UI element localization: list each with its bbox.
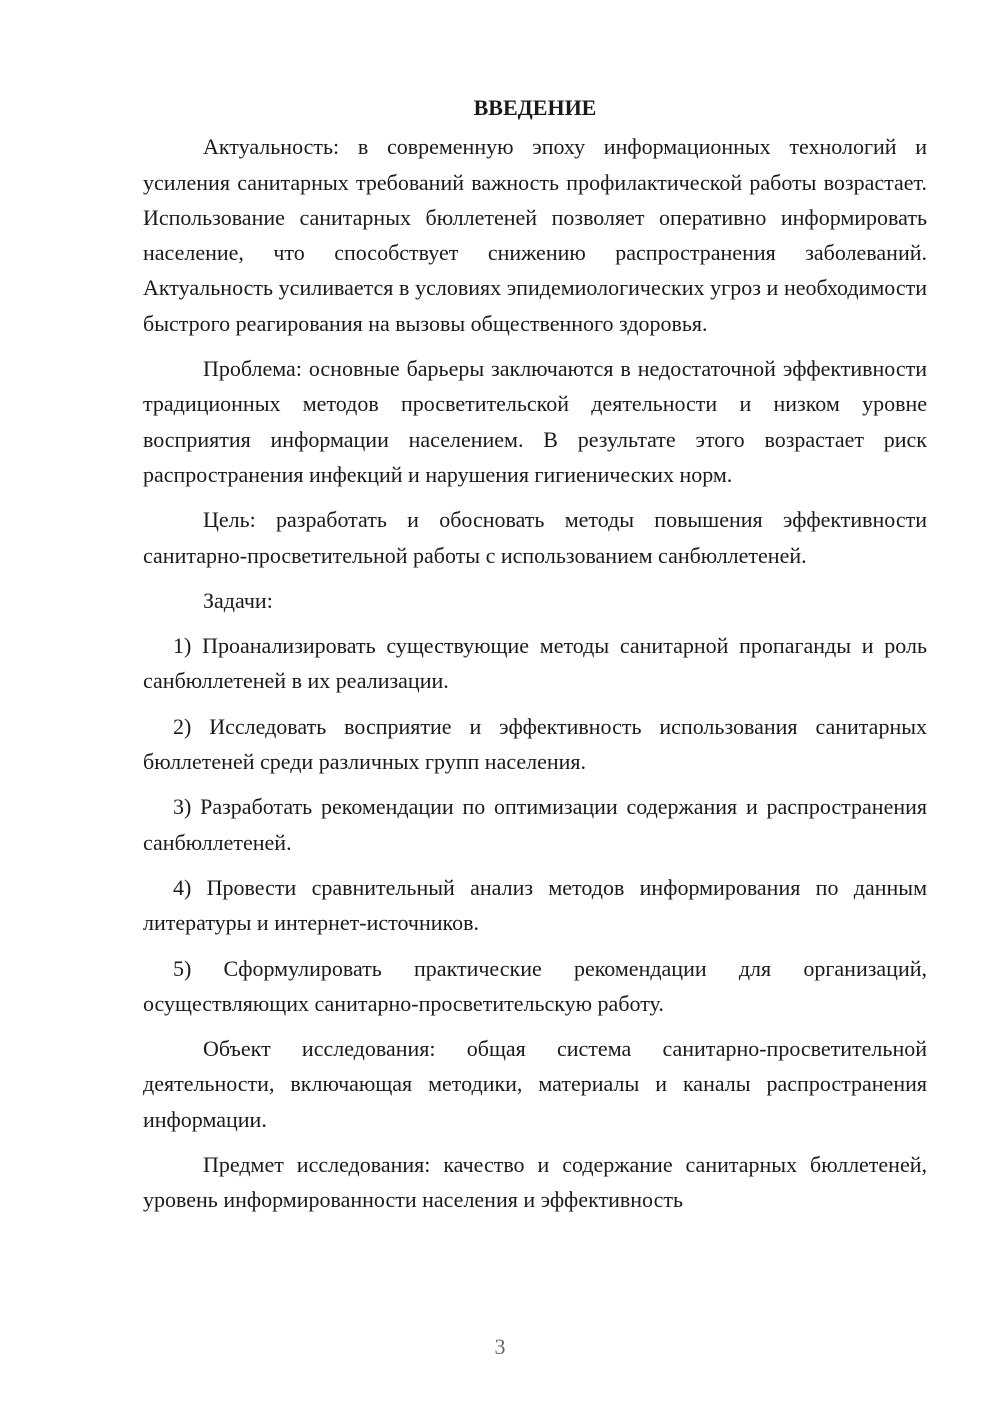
page-title: ВВЕДЕНИЕ: [473, 95, 597, 120]
paragraph-relevance: Актуальность: в современную эпоху информационных технологий и усиления санитарных требований важность профилактической работы возрастает. Использование санитарных бюллетеней позволяет оперативно информировать население, что способствует снижению распространения заболеваний. Актуальность усиливается в условиях эпидемиологических угроз и необходимости быстрого реагирования на вызовы общественного здоровья.: [143, 134, 927, 336]
task-item: 4) Провести сравнительный анализ методов информирования по данным литературы и интернет-источников.: [143, 874, 927, 936]
task-item: 2) Исследовать восприятие и эффективность использования санитарных бюллетеней среди различных групп населения.: [143, 713, 927, 775]
paragraph-subject: Предмет исследования: качество и содержание санитарных бюллетеней, уровень информированности населения и эффективность: [143, 1152, 927, 1213]
document-page: [143, 90, 927, 1228]
page-number: 3: [494, 1334, 506, 1359]
task-item: 3) Разработать рекомендации по оптимизации содержания и распространения санбюллетеней.: [143, 794, 927, 855]
task-item: 1) Проанализировать существующие методы санитарной пропаганды и роль санбюллетеней в их реализации.: [143, 633, 927, 694]
paragraph-problem: Проблема: основные барьеры заключаются в недостаточной эффективности традиционных методов просветительской деятельности и низком уровне восприятия информации населением. В результате этого возрастает риск распространения инфекций и нарушения гигиенических норм.: [143, 356, 927, 487]
task-item: 5) Сформулировать практические рекомендации для организаций, осуществляющих санитарно-просветительскую работу.: [143, 955, 927, 1016]
tasks-label: Задачи:: [203, 587, 273, 613]
paragraph-goal: Цель: разработать и обосновать методы повышения эффективности санитарно-просветительной работы с использованием санбюллетеней.: [143, 507, 927, 568]
paragraph-object: Объект исследования: общая система санитарно-просветительной деятельности, включающая методики, материалы и каналы распространения информации.: [143, 1036, 927, 1132]
